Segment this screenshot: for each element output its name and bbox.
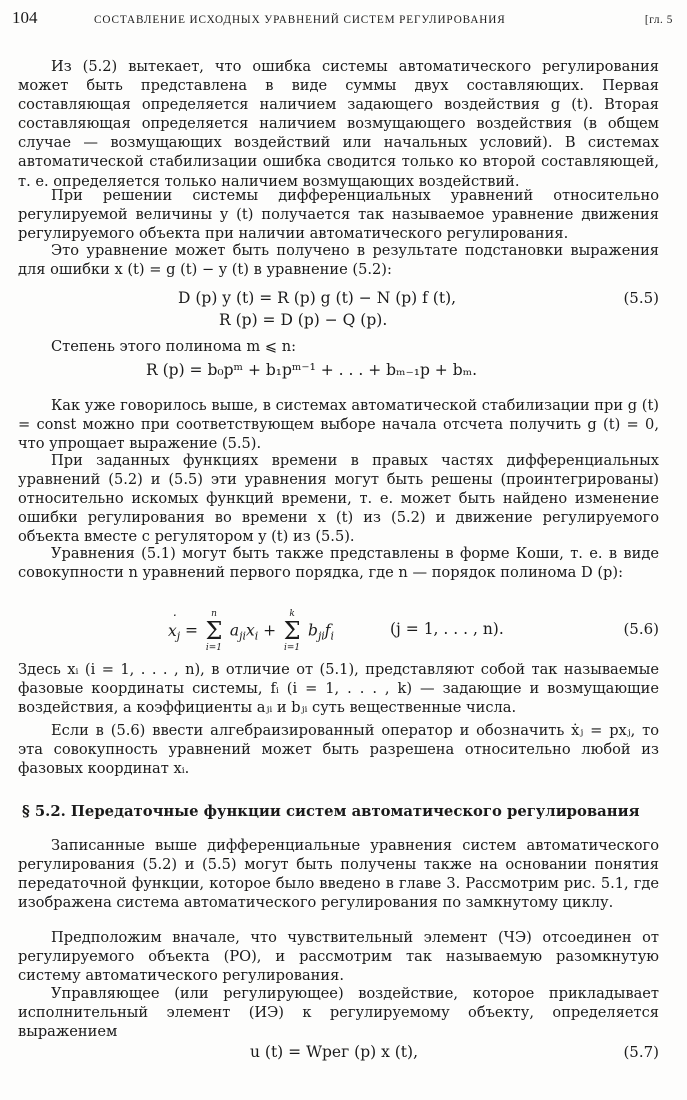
- paragraph-integration: [18, 451, 659, 546]
- equation-number: (5.7): [623, 1043, 659, 1061]
- page-number: 104: [12, 8, 38, 27]
- polynomial-formula: R (p) = b₀pᵐ + b₁pᵐ⁻¹ + . . . + bₘ₋₁p + bₘ.: [146, 361, 478, 379]
- paragraph-cauchy-form: [18, 544, 659, 582]
- paragraph: Это уравнение может быть получено в результате подстановки выражения для ошибки x (t) = g (t) − y (t) в уравнение (5.2):: [18, 242, 659, 279]
- running-header: [12, 8, 673, 30]
- equation-5-5-line1: D (p) y (t) = R (p) g (t) − N (p) f (t),: [178, 289, 457, 307]
- equation-5-7: [18, 1043, 659, 1067]
- paragraph: Как уже говорилось выше, в системах автоматической стабилизации при g (t) = const можно при соответствующем выборе начала отсчета получить g (t) = 0, что упрощает выражение (5.5).: [18, 397, 659, 453]
- paragraph-open-loop: [18, 928, 659, 985]
- paragraph: Здесь xᵢ (i = 1, . . . , n), в отличие от (5.1), представляют собой так называемые фазовые координаты системы, fᵢ (i = 1, . . . , k) — задающие и возмущающие воздействия, а коэффициенты aⱼᵢ и bⱼᵢ суть вещественные числа.: [18, 661, 659, 717]
- equation-number: (5.5): [623, 289, 659, 307]
- paragraph: Из (5.2) вытекает, что ошибка системы автоматического регулирования может быть представлена в виде суммы двух составляющих. Первая составляющая определяется наличием задающего воздействия g (t). Вторая составляющая определяется наличием возмущающего воздействия (в общем случае — возмущающих воздействий или начальных условий). В системах автоматической стабилизации ошибка сводится только ко второй составляющей, т. е. определяется только наличием возмущающих воздействий.: [18, 58, 659, 190]
- paragraph-phase-coordinates: [18, 660, 659, 717]
- control-law-formula: u (t) = Wрег (p) x (t),: [250, 1043, 419, 1061]
- cauchy-formula: ˙ $x_j$ = n Σ i=1 $a_{ji}x_i$ + k Σ i=1 $b_{ji}f_i$: [168, 610, 334, 653]
- paragraph-polynomial-degree: [18, 337, 659, 356]
- sum-symbol: k Σ i=1: [283, 609, 301, 654]
- paragraph: При заданных функциях времени в правых частях дифференциальных уравнений (5.2) и (5.5) эти уравнения могут быть решены (проинтегрированы) относительно искомых функций времени, т. е. может быть найдено изменение ошибки регулирования во времени x (t) из (5.2) и движение регулируемого объекта вместе с регулятором y (t) из (5.5).: [18, 452, 659, 546]
- paragraph: При решении системы дифференциальных уравнений относительно регулируемой величины y (t) получается так называемое уравнение движения регулируемого объекта при наличии автоматического регулирования.: [18, 187, 659, 243]
- index-range: (j = 1, . . . , n).: [390, 620, 504, 638]
- equation-5-5: [18, 289, 659, 313]
- paragraph-control-action: [18, 984, 659, 1041]
- paragraph: Если в (5.6) ввести алгебраизированный оператор и обозначить ẋⱼ = pxⱼ, то эта совокупность уравнений может быть разрешена относительно любой из фазовых координат xᵢ.: [18, 722, 659, 778]
- paragraph-algebraic-operator: [18, 721, 659, 778]
- paragraph: Записанные выше дифференциальные уравнения систем автоматического регулирования (5.2) и (5.5) могут быть получены также на основании понятия передаточной функции, которое было введено в главе 3. Рассмотрим рис. 5.1, где изображена система автоматического регулирования по замкнутому циклу.: [18, 837, 659, 912]
- section-title: § 5.2. Передаточные функции систем автоматического регулирования: [22, 803, 640, 820]
- paragraph-transfer-function: [18, 836, 659, 912]
- running-title: СОСТАВЛЕНИЕ ИСХОДНЫХ УРАВНЕНИЙ СИСТЕМ РЕГУЛИРОВАНИЯ: [94, 14, 506, 26]
- paragraph: Предположим вначале, что чувствительный элемент (ЧЭ) отсоединен от регулируемого объекта (РО), и рассмотрим так называемую разомкнутую систему автоматического регулирования.: [18, 929, 659, 985]
- paragraph-motion-equation: [18, 186, 659, 243]
- paragraph: Уравнения (5.1) могут быть также представлены в форме Коши, т. е. в виде совокупности n уравнений первого порядка, где n — порядок полинома D (p):: [18, 545, 659, 582]
- chapter-label: [гл. 5: [644, 14, 673, 26]
- equation-5-5-second: [18, 311, 659, 335]
- paragraph-error-components: [18, 57, 659, 191]
- paragraph: Степень этого полинома m ⩽ n:: [51, 338, 297, 355]
- equation-number: (5.6): [623, 620, 659, 638]
- paragraph-stabilization: [18, 396, 659, 453]
- equation-5-6: [18, 606, 659, 654]
- sum-symbol: n Σ i=1: [205, 609, 223, 654]
- equation-polynomial: [18, 361, 659, 385]
- paragraph-substitution: [18, 241, 659, 279]
- equation-5-5-line2: R (p) = D (p) − Q (p).: [219, 311, 388, 329]
- paragraph: Управляющее (или регулирующее) воздействие, которое прикладывает исполнительный элемент (ИЭ) к регулируемому объекту, определяется выражением: [18, 985, 659, 1041]
